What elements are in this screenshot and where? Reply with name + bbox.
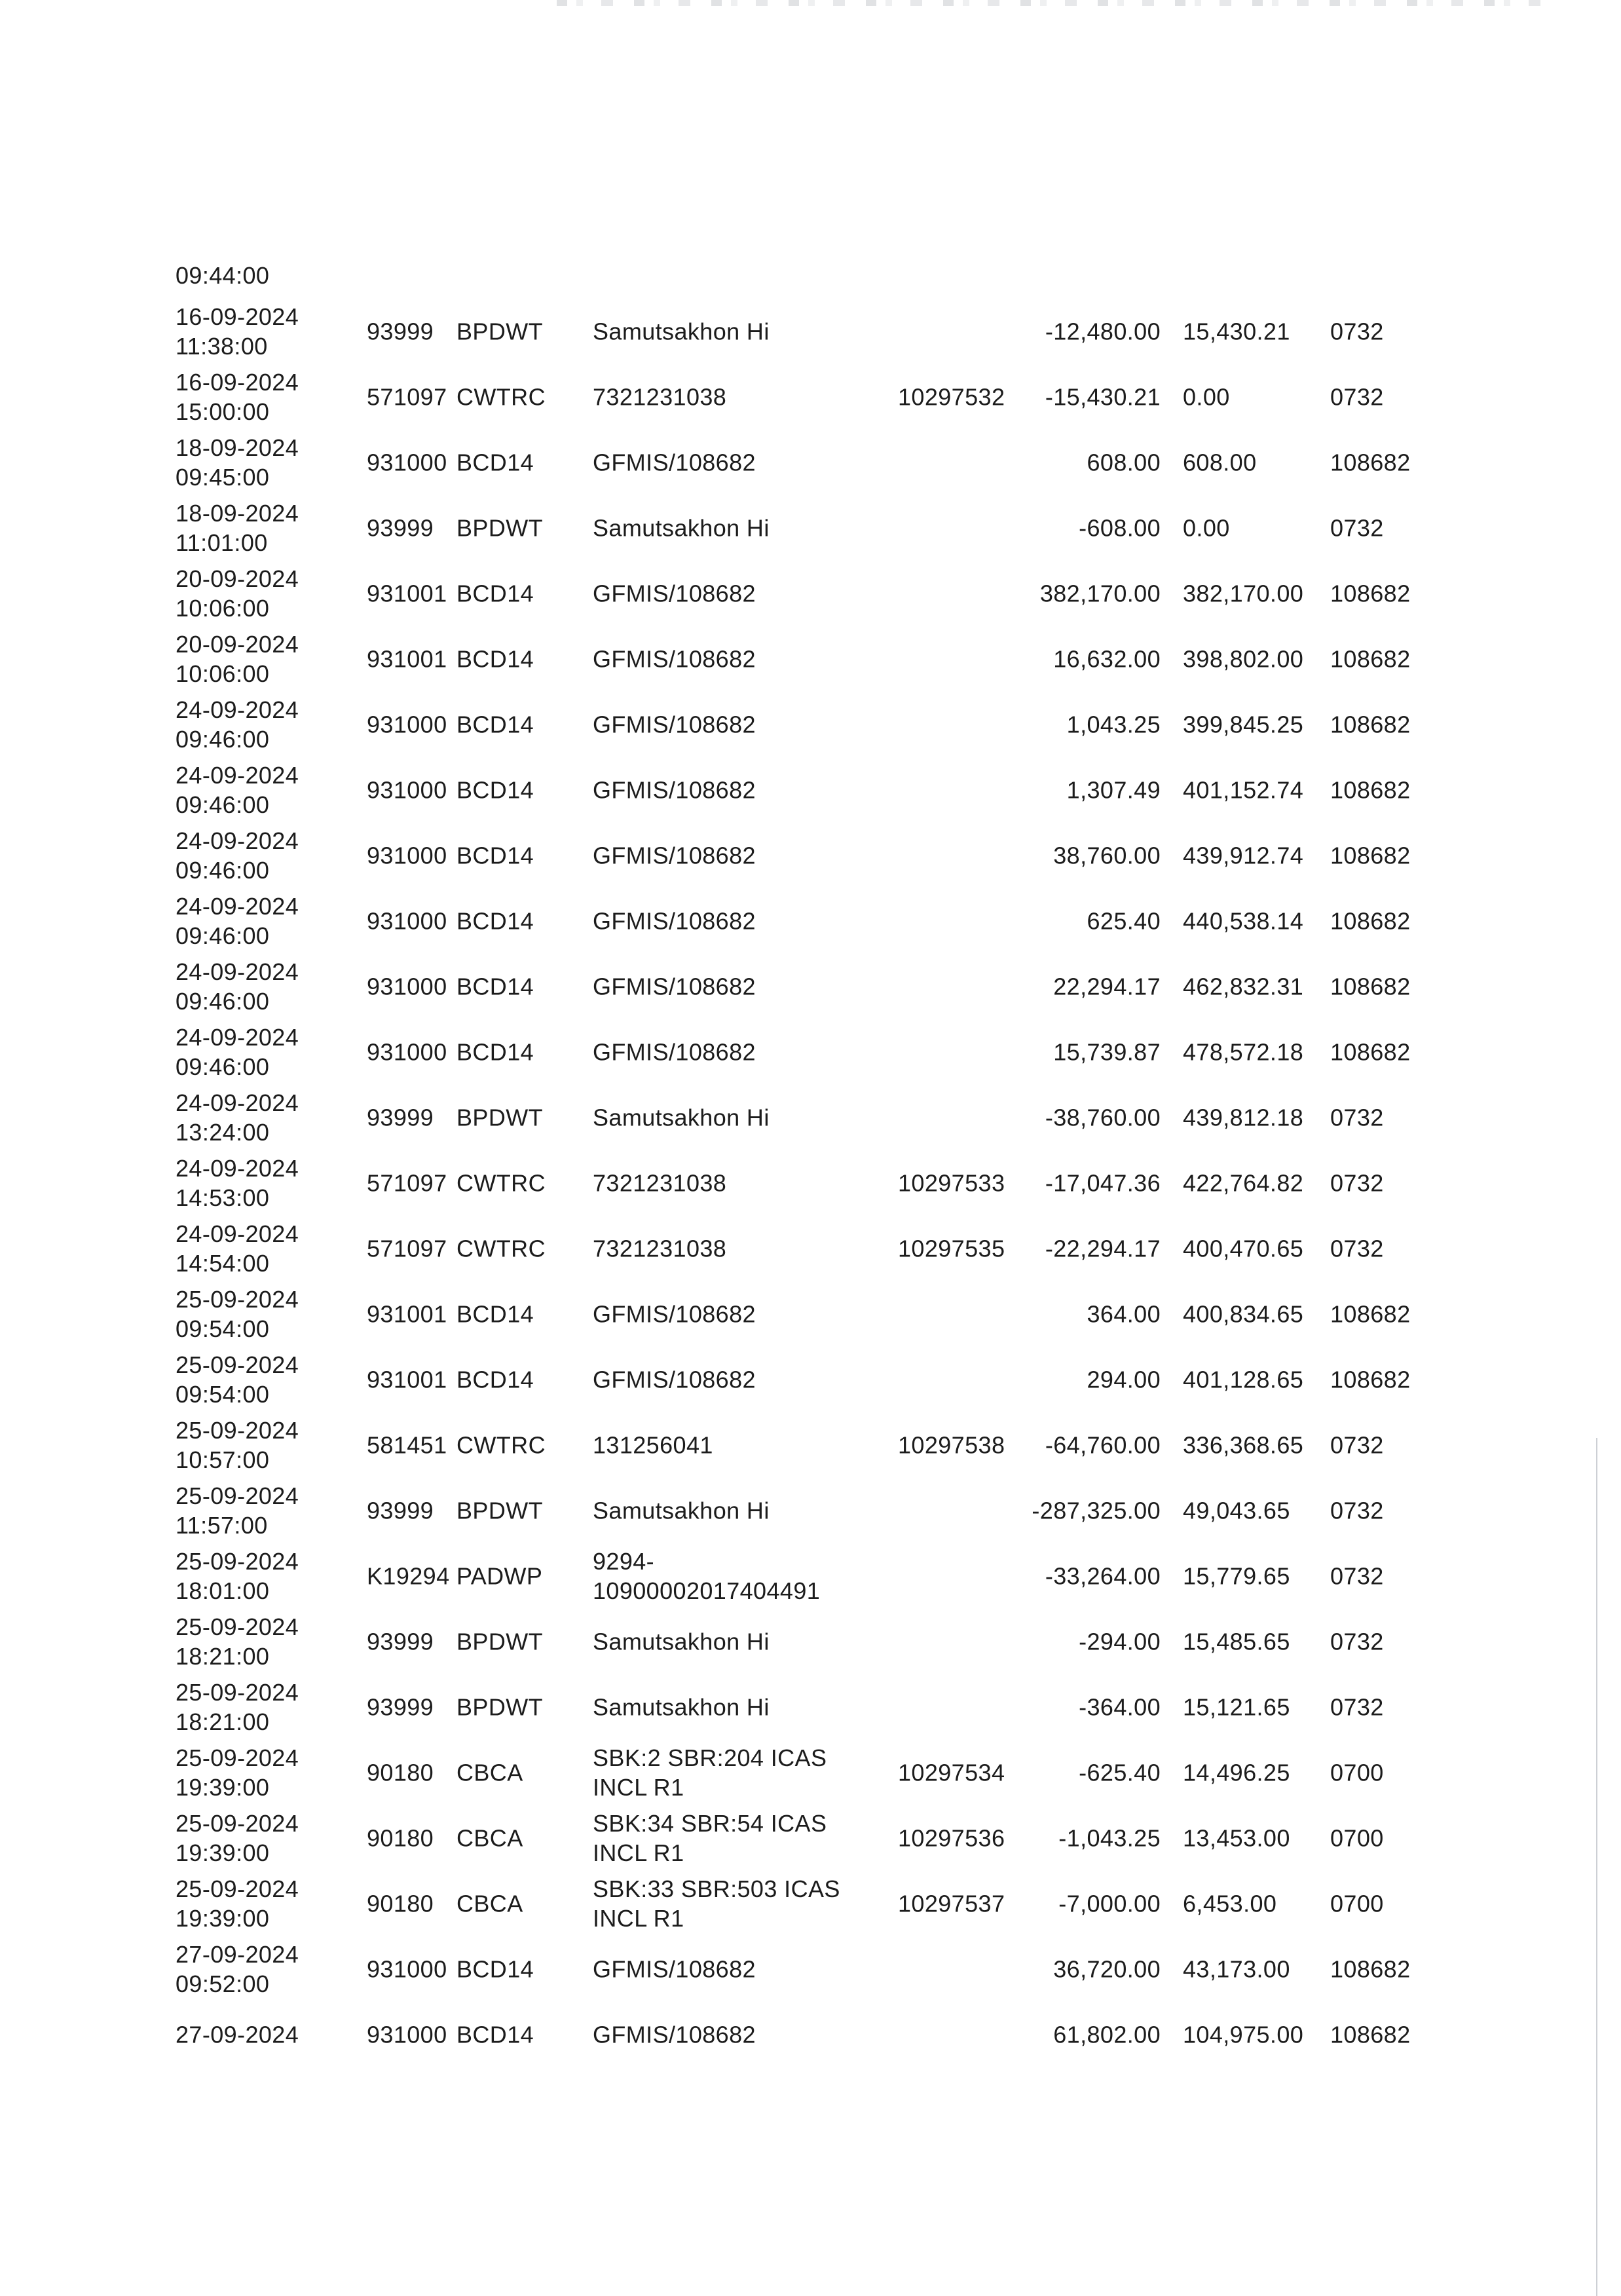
table-row [0,495,1621,561]
cell-description: GFMIS/108682 [593,2021,756,2048]
table-row [0,1412,1621,1478]
cell-balance: 13,453.00 [1183,1824,1290,1852]
table-row [0,1740,1621,1805]
cell-channel: BPDWT [456,1497,543,1524]
cell-amount: 16,632.00 [1053,645,1161,673]
cell-datetime: 18-09-2024 09:45:00 [176,434,299,491]
cell-description: GFMIS/108682 [593,842,756,869]
cell-channel: BCD14 [456,1955,534,1983]
cell-amount: -12,480.00 [1045,318,1161,345]
cell-amount: -608.00 [1079,514,1161,542]
table-row [0,692,1621,757]
top-partial-time: 09:44:00 [176,262,270,289]
cell-reference: 10297537 [898,1890,1005,1917]
cell-datetime: 24-09-2024 09:46:00 [176,762,299,818]
cell-datetime: 18-09-2024 11:01:00 [176,500,299,556]
cell-branch: 108682 [1330,1955,1411,1983]
top-edge-scan-artifact [557,0,1546,6]
cell-datetime: 24-09-2024 09:46:00 [176,893,299,949]
cell-amount: -17,047.36 [1045,1169,1161,1197]
cell-channel: BCD14 [456,580,534,607]
cell-branch: 0732 [1330,514,1384,542]
cell-amount: -22,294.17 [1045,1235,1161,1262]
cell-channel: PADWP [456,1562,543,1590]
cell-code: 931000 [367,711,447,738]
cell-branch: 0732 [1330,1169,1384,1197]
cell-balance: 400,470.65 [1183,1235,1304,1262]
cell-datetime: 25-09-2024 11:57:00 [176,1482,299,1539]
cell-branch: 0732 [1330,1235,1384,1262]
cell-balance: 608.00 [1183,449,1257,476]
cell-code: 93999 [367,1104,434,1131]
cell-description: Samutsakhon Hi [593,514,770,542]
table-row [0,2002,1621,2067]
cell-datetime: 24-09-2024 09:46:00 [176,1024,299,1080]
cell-channel: BPDWT [456,1104,543,1131]
cell-branch: 108682 [1330,973,1411,1000]
cell-description: GFMIS/108682 [593,973,756,1000]
cell-channel: CWTRC [456,1431,546,1459]
cell-code: 931000 [367,973,447,1000]
cell-branch: 0700 [1330,1759,1384,1786]
cell-channel: CBCA [456,1890,523,1917]
cell-code: 571097 [367,383,447,411]
table-row [0,1150,1621,1216]
cell-reference: 10297538 [898,1431,1005,1459]
cell-branch: 108682 [1330,1038,1411,1066]
cell-datetime: 24-09-2024 13:24:00 [176,1089,299,1146]
cell-amount: -33,264.00 [1045,1562,1161,1590]
cell-balance: 15,485.65 [1183,1628,1290,1655]
cell-branch: 0732 [1330,318,1384,345]
cell-channel: CBCA [456,1824,523,1852]
cell-branch: 108682 [1330,711,1411,738]
cell-channel: BCD14 [456,645,534,673]
cell-balance: 104,975.00 [1183,2021,1304,2048]
cell-datetime: 16-09-2024 15:00:00 [176,369,299,425]
table-row [0,954,1621,1019]
cell-balance: 401,152.74 [1183,776,1304,804]
cell-code: 93999 [367,1497,434,1524]
cell-amount: 1,307.49 [1066,776,1161,804]
cell-branch: 108682 [1330,776,1411,804]
table-row [0,299,1621,364]
cell-reference: 10297533 [898,1169,1005,1197]
table-row [0,626,1621,692]
cell-description: GFMIS/108682 [593,907,756,935]
cell-amount: 625.40 [1087,907,1161,935]
table-row [0,430,1621,495]
cell-code: 90180 [367,1759,434,1786]
cell-branch: 0732 [1330,1497,1384,1524]
cell-channel: BCD14 [456,907,534,935]
cell-channel: CWTRC [456,1169,546,1197]
cell-balance: 478,572.18 [1183,1038,1304,1066]
cell-branch: 0732 [1330,383,1384,411]
cell-datetime: 27-09-2024 [176,2021,299,2048]
cell-channel: BCD14 [456,1366,534,1393]
cell-branch: 108682 [1330,645,1411,673]
cell-branch: 0732 [1330,1562,1384,1590]
cell-datetime: 24-09-2024 09:46:00 [176,827,299,884]
cell-datetime: 25-09-2024 10:57:00 [176,1417,299,1473]
table-row [0,1216,1621,1281]
cell-branch: 108682 [1330,907,1411,935]
cell-datetime: 16-09-2024 11:38:00 [176,303,299,360]
cell-reference: 10297534 [898,1759,1005,1786]
cell-balance: 399,845.25 [1183,711,1304,738]
cell-channel: BCD14 [456,776,534,804]
cell-balance: 382,170.00 [1183,580,1304,607]
cell-reference: 10297535 [898,1235,1005,1262]
cell-branch: 0700 [1330,1824,1384,1852]
cell-datetime: 25-09-2024 09:54:00 [176,1286,299,1342]
cell-datetime: 20-09-2024 10:06:00 [176,631,299,687]
table-row [0,1478,1621,1543]
cell-datetime: 24-09-2024 09:46:00 [176,696,299,753]
cell-code: 931001 [367,1366,447,1393]
cell-code: 931001 [367,580,447,607]
cell-amount: -64,760.00 [1045,1431,1161,1459]
cell-description: GFMIS/108682 [593,1038,756,1066]
cell-datetime: 25-09-2024 09:54:00 [176,1351,299,1408]
cell-balance: 49,043.65 [1183,1497,1290,1524]
cell-code: 931001 [367,645,447,673]
cell-description: GFMIS/108682 [593,449,756,476]
cell-description: Samutsakhon Hi [593,318,770,345]
cell-balance: 462,832.31 [1183,973,1304,1000]
cell-branch: 0732 [1330,1104,1384,1131]
cell-code: 931000 [367,776,447,804]
cell-reference: 10297536 [898,1824,1005,1852]
cell-balance: 15,121.65 [1183,1693,1290,1721]
cell-datetime: 20-09-2024 10:06:00 [176,565,299,622]
cell-code: 93999 [367,514,434,542]
cell-datetime: 25-09-2024 18:01:00 [176,1548,299,1604]
table-row [0,757,1621,823]
table-row [0,561,1621,626]
cell-code: 931000 [367,842,447,869]
cell-amount: 1,043.25 [1066,711,1161,738]
cell-balance: 400,834.65 [1183,1300,1304,1328]
cell-amount: -625.40 [1079,1759,1161,1786]
cell-description: 9294- 10900002017404491 [593,1548,821,1604]
statement-rows [0,299,1621,2067]
cell-channel: BCD14 [456,2021,534,2048]
cell-channel: BPDWT [456,514,543,542]
cell-description: 131256041 [593,1431,713,1459]
cell-balance: 15,779.65 [1183,1562,1290,1590]
cell-balance: 6,453.00 [1183,1890,1277,1917]
table-row [0,888,1621,954]
cell-channel: BCD14 [456,1300,534,1328]
cell-description: Samutsakhon Hi [593,1497,770,1524]
cell-code: 931000 [367,1955,447,1983]
cell-code: 90180 [367,1824,434,1852]
statement-table [0,255,1621,2067]
cell-datetime: 24-09-2024 14:53:00 [176,1155,299,1211]
cell-channel: BCD14 [456,973,534,1000]
cell-balance: 43,173.00 [1183,1955,1290,1983]
table-row [0,1085,1621,1150]
table-row [0,1871,1621,1936]
cell-description: Samutsakhon Hi [593,1628,770,1655]
cell-description: GFMIS/108682 [593,711,756,738]
cell-balance: 401,128.65 [1183,1366,1304,1393]
cell-balance: 439,812.18 [1183,1104,1304,1131]
cell-amount: -15,430.21 [1045,383,1161,411]
cell-amount: -294.00 [1079,1628,1161,1655]
table-row [0,1936,1621,2002]
cell-channel: BPDWT [456,1693,543,1721]
cell-code: 93999 [367,318,434,345]
table-row [0,1543,1621,1609]
table-row [0,1347,1621,1412]
cell-code: 931000 [367,449,447,476]
cell-amount: 608.00 [1087,449,1161,476]
cell-reference: 10297532 [898,383,1005,411]
cell-branch: 108682 [1330,842,1411,869]
cell-code: 931001 [367,1300,447,1328]
cell-balance: 440,538.14 [1183,907,1304,935]
cell-description: Samutsakhon Hi [593,1104,770,1131]
cell-channel: BPDWT [456,318,543,345]
cell-balance: 398,802.00 [1183,645,1304,673]
cell-datetime: 25-09-2024 19:39:00 [176,1875,299,1932]
cell-description: SBK:33 SBR:503 ICAS INCL R1 [593,1875,840,1932]
cell-balance: 439,912.74 [1183,842,1304,869]
cell-balance: 422,764.82 [1183,1169,1304,1197]
table-row [0,823,1621,888]
cell-branch: 108682 [1330,1366,1411,1393]
cell-amount: -38,760.00 [1045,1104,1161,1131]
cell-description: GFMIS/108682 [593,1955,756,1983]
cell-branch: 0732 [1330,1628,1384,1655]
cell-code: K19294 [367,1562,450,1590]
cell-description: SBK:2 SBR:204 ICAS INCL R1 [593,1744,827,1801]
table-row [0,1281,1621,1347]
cell-channel: CWTRC [456,1235,546,1262]
cell-branch: 0732 [1330,1693,1384,1721]
table-row [0,364,1621,430]
cell-amount: 364.00 [1087,1300,1161,1328]
table-row [0,1609,1621,1674]
cell-description: GFMIS/108682 [593,1300,756,1328]
cell-channel: BCD14 [456,449,534,476]
cell-code: 931000 [367,907,447,935]
cell-branch: 108682 [1330,449,1411,476]
cell-code: 931000 [367,2021,447,2048]
cell-channel: BCD14 [456,842,534,869]
cell-amount: -287,325.00 [1032,1497,1161,1524]
cell-description: GFMIS/108682 [593,1366,756,1393]
cell-description: GFMIS/108682 [593,580,756,607]
cell-channel: BCD14 [456,711,534,738]
cell-datetime: 25-09-2024 19:39:00 [176,1810,299,1866]
cell-channel: BPDWT [456,1628,543,1655]
cell-amount: -364.00 [1079,1693,1161,1721]
cell-channel: CWTRC [456,383,546,411]
cell-amount: 22,294.17 [1053,973,1161,1000]
cell-description: GFMIS/108682 [593,776,756,804]
partial-top-row [0,255,1621,299]
cell-code: 581451 [367,1431,447,1459]
cell-amount: 61,802.00 [1053,2021,1161,2048]
cell-channel: BCD14 [456,1038,534,1066]
cell-description: SBK:34 SBR:54 ICAS INCL R1 [593,1810,827,1866]
cell-balance: 0.00 [1183,514,1230,542]
cell-code: 571097 [367,1169,447,1197]
cell-code: 93999 [367,1628,434,1655]
cell-code: 93999 [367,1693,434,1721]
cell-amount: 36,720.00 [1053,1955,1161,1983]
cell-datetime: 25-09-2024 19:39:00 [176,1744,299,1801]
cell-code: 90180 [367,1890,434,1917]
cell-amount: -7,000.00 [1058,1890,1161,1917]
cell-amount: 382,170.00 [1039,580,1161,607]
cell-branch: 108682 [1330,580,1411,607]
cell-amount: 294.00 [1087,1366,1161,1393]
cell-branch: 0700 [1330,1890,1384,1917]
cell-amount: 38,760.00 [1053,842,1161,869]
table-row [0,1019,1621,1085]
cell-branch: 0732 [1330,1431,1384,1459]
cell-balance: 14,496.25 [1183,1759,1290,1786]
cell-channel: CBCA [456,1759,523,1786]
cell-amount: -1,043.25 [1058,1824,1161,1852]
cell-datetime: 25-09-2024 18:21:00 [176,1679,299,1735]
cell-datetime: 27-09-2024 09:52:00 [176,1941,299,1997]
cell-balance: 15,430.21 [1183,318,1290,345]
cell-datetime: 24-09-2024 14:54:00 [176,1220,299,1277]
cell-description: 7321231038 [593,1235,727,1262]
cell-datetime: 25-09-2024 18:21:00 [176,1613,299,1670]
cell-description: GFMIS/108682 [593,645,756,673]
cell-description: 7321231038 [593,1169,727,1197]
cell-balance: 336,368.65 [1183,1431,1304,1459]
cell-code: 931000 [367,1038,447,1066]
table-row [0,1674,1621,1740]
cell-balance: 0.00 [1183,383,1230,411]
cell-branch: 108682 [1330,2021,1411,2048]
cell-code: 571097 [367,1235,447,1262]
cell-branch: 108682 [1330,1300,1411,1328]
cell-amount: 15,739.87 [1053,1038,1161,1066]
table-row [0,1805,1621,1871]
cell-datetime: 24-09-2024 09:46:00 [176,958,299,1015]
cell-description: 7321231038 [593,383,727,411]
cell-description: Samutsakhon Hi [593,1693,770,1721]
